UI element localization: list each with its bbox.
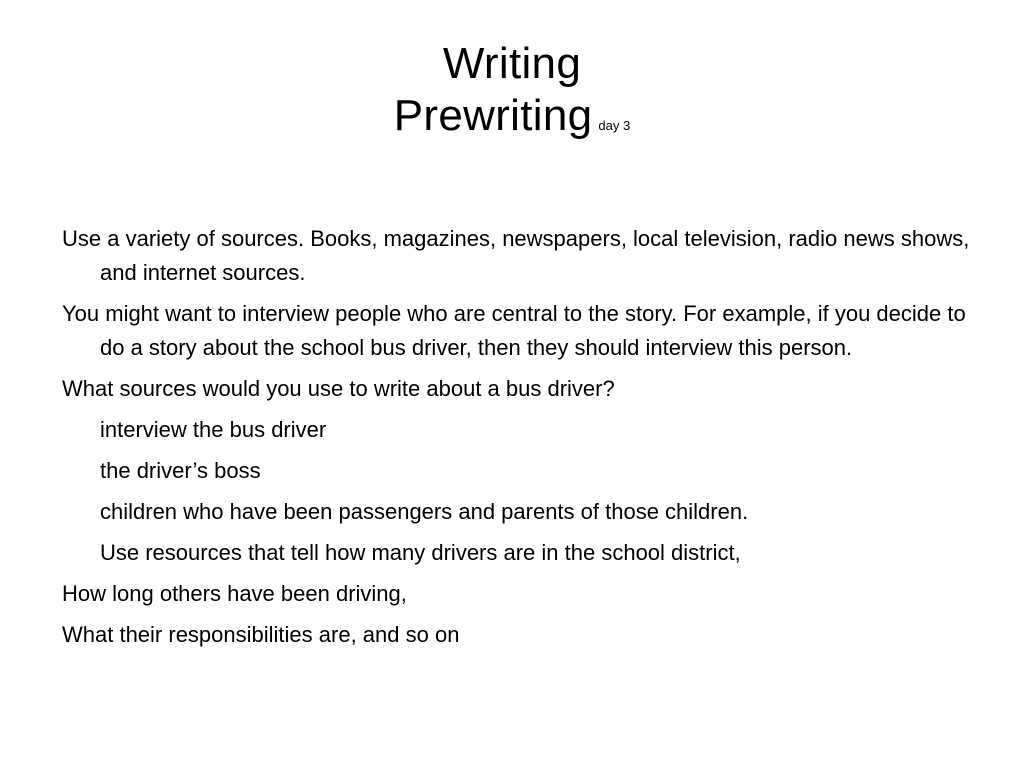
paragraph-how-long: How long others have been driving, [62, 581, 407, 606]
paragraph-resources: Use resources that tell how many drivers are in the school district, [100, 540, 741, 565]
title-prewriting-text: Prewriting [393, 91, 593, 140]
slide-title [0, 38, 1024, 152]
paragraph-question: What sources would you use to write about a bus driver? [62, 376, 615, 401]
paragraph-drivers-boss: the driver’s boss [100, 458, 261, 483]
paragraph-children: children who have been passengers and parents of those children. [100, 499, 749, 524]
paragraph-interview-driver: interview the bus driver [100, 417, 327, 442]
title-day-label: day 3 [598, 118, 631, 133]
paragraph-sources: Use a variety of sources. Books, magazines, newspapers, local television, radio news shows, and internet sources. [62, 226, 970, 285]
slide-body [62, 222, 982, 659]
paragraph-responsibilities: What their responsibilities are, and so on [62, 622, 460, 647]
title-line-writing: Writing [442, 39, 582, 88]
paragraph-interview: You might want to interview people who are central to the story. For example, if you decide to do a story about the school bus driver, then they should interview this person. [62, 301, 966, 360]
title-line-prewriting [0, 90, 1024, 152]
